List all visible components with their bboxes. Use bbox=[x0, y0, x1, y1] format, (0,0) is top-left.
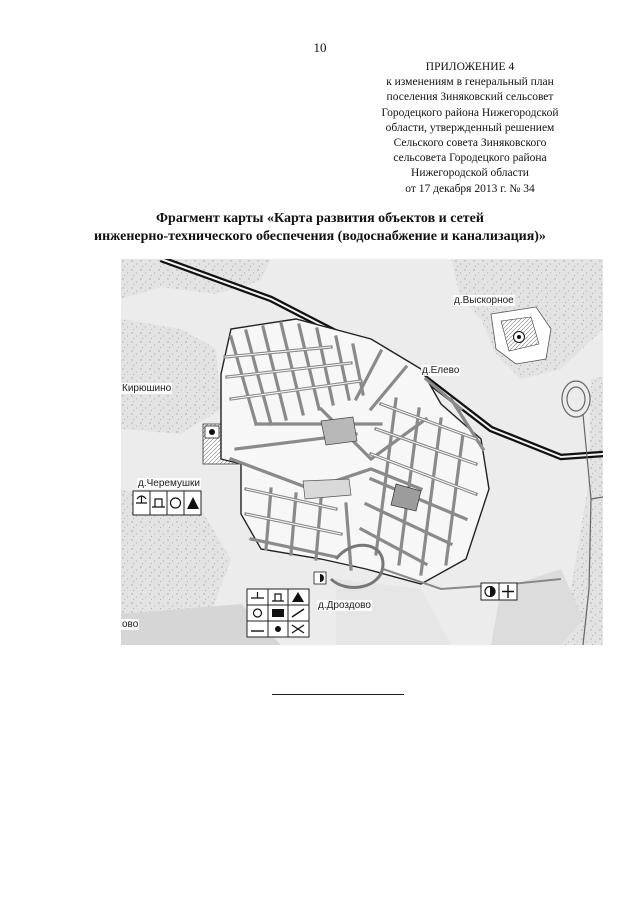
map-title-line-1: Фрагмент карты «Карта развития объектов и сетей bbox=[156, 211, 484, 226]
map-title bbox=[0, 210, 640, 246]
vyskornoe-facility-icon bbox=[514, 332, 525, 343]
appendix-line: Сельского совета Зиняковского bbox=[393, 137, 547, 150]
cheremushki-utility-icons bbox=[133, 491, 201, 515]
appendix-line: поселения Зиняковский сельсовет bbox=[386, 91, 554, 104]
page-number: 10 bbox=[313, 40, 327, 55]
appendix-line: к изменениям в генеральный план bbox=[386, 76, 554, 89]
map-drawing bbox=[121, 259, 603, 645]
appendix-line: Городецкого района Нижегородской bbox=[381, 106, 559, 119]
appendix-line: от 17 декабря 2013 г. № 34 bbox=[405, 182, 535, 195]
appendix-line: области, утвержденный решением bbox=[385, 121, 555, 134]
kiryushino-utility-icons bbox=[205, 426, 219, 438]
map-fragment bbox=[121, 259, 603, 645]
appendix-line: ПРИЛОЖЕНИЕ 4 bbox=[425, 61, 515, 73]
end-of-document-line bbox=[272, 694, 404, 695]
map-label-vyskornoe: д.Выскорное bbox=[454, 295, 514, 306]
appendix-line: Нижегородской области bbox=[411, 167, 529, 180]
map-label-edge: ово bbox=[122, 619, 139, 630]
map-label-cheremushki: д.Черемушки bbox=[138, 478, 200, 489]
east-utility-icons bbox=[481, 583, 517, 600]
appendix-line: сельсовета Городецкого района bbox=[393, 152, 547, 165]
map-label-kiryushino: Кирюшино bbox=[122, 383, 172, 394]
map-label-elevo: д.Елево bbox=[422, 365, 460, 376]
appendix-block bbox=[362, 60, 578, 197]
map-title-line-2: инженерно-технического обеспечения (водоснабжение и канализация)» bbox=[94, 229, 546, 244]
map-label-drozdovo: д.Дроздово bbox=[318, 600, 371, 611]
drozdovo-pump-icon bbox=[314, 572, 326, 584]
drozdovo-utility-icons bbox=[247, 589, 309, 637]
